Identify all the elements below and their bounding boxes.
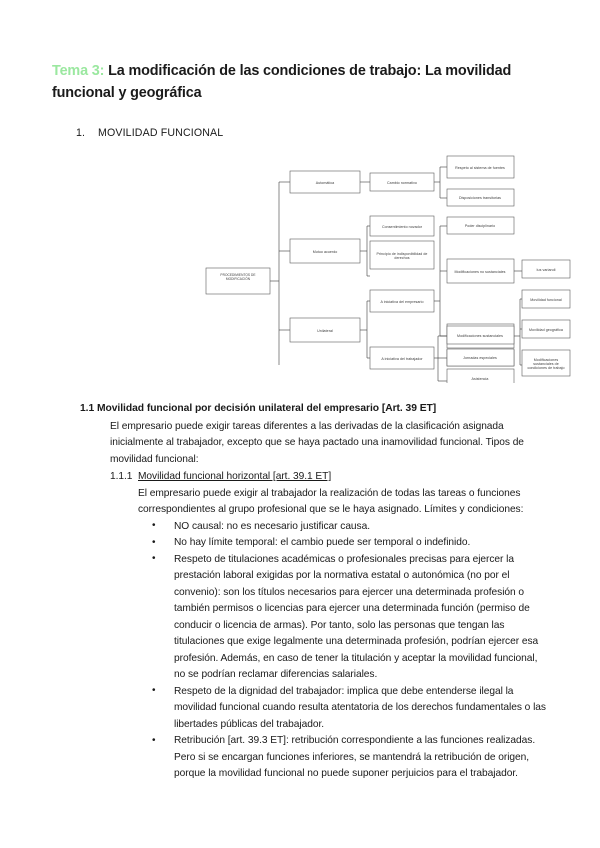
node-label-indisponibilidad: Principio de indisponibilidad de derechos bbox=[376, 251, 428, 260]
list-item bbox=[152, 733, 548, 783]
node-label-mod-sustanciales: Modificaciones sustanciales bbox=[457, 333, 503, 338]
list-item bbox=[152, 519, 548, 536]
list-item-text: Retribución [art. 39.3 ET]: retribución correspondiente a las funciones realizadas. Pero si se encargan funciones inferiores, se mantendrá la retribución de origen, porque la movilidad funcional no puede suponer perjuicios para el trabajador. bbox=[174, 735, 536, 780]
heading-1-1-1 bbox=[52, 469, 548, 486]
title-tema-label: Tema 3: bbox=[52, 63, 105, 79]
heading-1-1-1-text: Movilidad funcional horizontal [art. 39.1 ET] bbox=[138, 471, 332, 483]
paragraph-1-1: El empresario puede exigir tareas diferentes a las derivadas de la clasificación asignada inicialmente al trabajador, excepto que se haya pactado una inamovilidad funcional. Tipos de movilidad funcional: bbox=[110, 420, 524, 465]
node-label-automatica: Automática bbox=[315, 180, 335, 185]
section-title: MOVILIDAD FUNCIONAL bbox=[98, 126, 224, 139]
node-label-asistencia: Asistencia bbox=[471, 376, 489, 381]
node-label-unilateral: Unilateral bbox=[317, 328, 333, 333]
node-label-consentimiento: Consentimiento novador bbox=[381, 224, 423, 229]
bullet-icon: • bbox=[152, 734, 156, 746]
section-number: 1. bbox=[76, 126, 86, 139]
bullet-icon: • bbox=[152, 553, 156, 565]
node-label-mutuo-acuerdo: Mutuo acuerdo bbox=[312, 249, 338, 254]
title-main-text: La modificación de las condiciones de trabajo: La movilidad funcional y geográfica bbox=[52, 63, 512, 102]
node-label-iniciativa-trabajador: A iniciativa del trabajador bbox=[381, 356, 423, 361]
heading-1-1: 1.1 Movilidad funcional por decisión unilateral del empresario [Art. 39 ET] bbox=[80, 402, 437, 414]
list-item bbox=[152, 535, 548, 552]
list-item-text: Respeto de titulaciones académicas o profesionales precisas para ejercer la prestación laboral exigidas por la normativa estatal o autonómica (no por el convenio): son los títulos necesarios para ejercer una determinada profesión o también permisos o licencias para ejercer una determinada función (permiso de conducir o licencia de armas). Por tanto, solo las personas que tengan las titulaciones que exige legalmente una determinada profesión, podrían ejercer esa profesión. Además, en caso de tener la titulación y aceptar la movilidad funcional, no se podrían reclamar diferencias salariales. bbox=[174, 553, 539, 681]
node-label-mod-sust-condiciones: Modificaciones sustanciales de condiciones de trabajo bbox=[527, 357, 565, 370]
bullet-icon: • bbox=[152, 536, 156, 548]
bullet-icon: • bbox=[152, 685, 156, 697]
node-label-mod-no-sustanciales: Modificaciones no sustanciales bbox=[454, 269, 506, 274]
heading-1-1-1-number: 1.1.1 bbox=[110, 471, 133, 483]
paragraph-1-1-1: El empresario puede exigir al trabajador la realización de todas las tareas o funciones correspondientes al grupo profesional que se le haya asignado. Límites y condiciones: bbox=[138, 487, 524, 516]
section-heading-1 bbox=[52, 127, 548, 139]
node-label-cambio-normativo: Cambio normativo bbox=[387, 180, 417, 185]
node-label-iniciativa-empresario: A iniciativa del empresario bbox=[380, 299, 424, 304]
bullet-icon: • bbox=[152, 520, 156, 532]
list-item-text: Respeto de la dignidad del trabajador: implica que debe entenderse ilegal la movilidad funcional cuando resulta atentatoria de los derechos fundamentales o las libertades públicas del trabajador. bbox=[174, 685, 546, 730]
list-item-text: NO causal: no es necesario justificar causa. bbox=[174, 520, 370, 532]
node-label-poder-disciplinario: Poder disciplinario bbox=[464, 223, 496, 228]
node-label-movilidad-geografica: Movilidad geográfica bbox=[529, 327, 563, 332]
node-label-jornadas: Jornadas especiales bbox=[463, 355, 497, 360]
node-label-sistema-fuentes: Respeto al sistema de fuentes bbox=[455, 165, 505, 170]
diagram-container bbox=[52, 153, 565, 388]
node-label-ius-variandi: Ius variandi bbox=[536, 267, 556, 272]
limits-conditions-list bbox=[52, 519, 548, 783]
procedures-flowchart bbox=[162, 153, 572, 383]
node-label-root: PROCEDIMIENTOS DE MODIFICACIÓN bbox=[220, 272, 256, 281]
page-title bbox=[52, 60, 548, 105]
node-label-disposiciones: Disposiciones transitorias bbox=[458, 195, 502, 200]
list-item bbox=[152, 552, 548, 684]
list-item-text: No hay límite temporal: el cambio puede ser temporal o indefinido. bbox=[174, 537, 471, 549]
node-label-movilidad-funcional: Movilidad funcional bbox=[530, 297, 562, 302]
list-item bbox=[152, 684, 548, 734]
